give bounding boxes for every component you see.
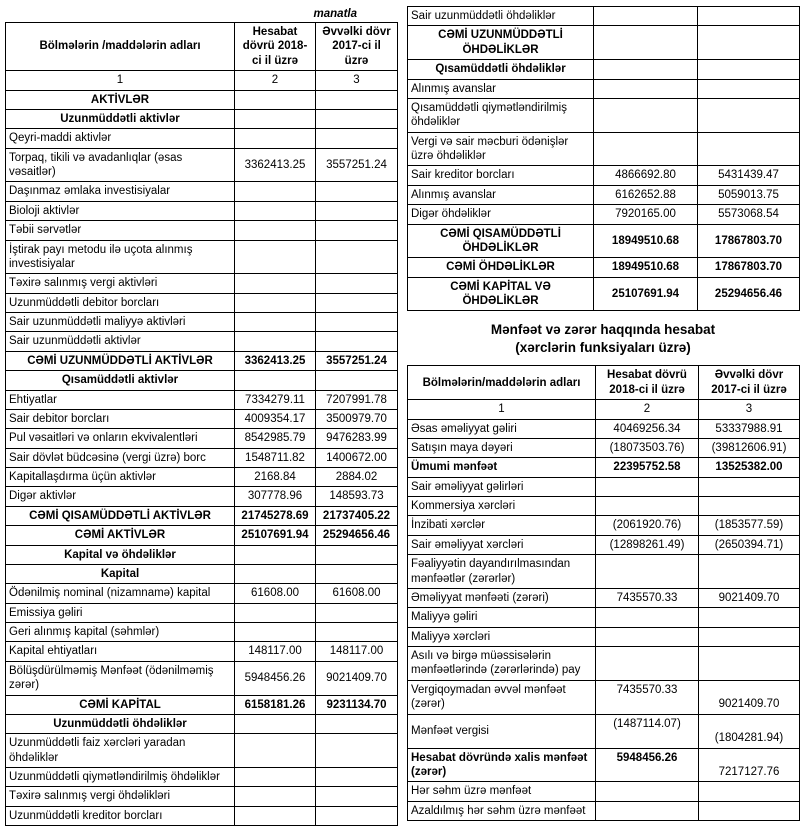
table-row bbox=[6, 768, 398, 787]
row-label: Əməliyyat mənfəəti (zərəri) bbox=[408, 588, 596, 607]
row-label: Uzunmüddətli kreditor borcları bbox=[6, 806, 235, 825]
value-2018 bbox=[594, 98, 698, 132]
table-row bbox=[408, 60, 800, 79]
row-label: CƏMİ ÖHDƏLİKLƏR bbox=[408, 258, 594, 277]
row-label: Təxirə salınmış vergi aktivləri bbox=[6, 274, 235, 293]
row-label: Ehtiyatlar bbox=[6, 390, 235, 409]
row-label: Uzunmüddətli aktivlər bbox=[6, 109, 235, 128]
value-2018 bbox=[596, 477, 699, 496]
value-2018: (1487114.07) bbox=[596, 714, 699, 748]
value-2018: 8542985.79 bbox=[235, 429, 316, 448]
table-row bbox=[408, 205, 800, 224]
column-number-2: 2 bbox=[235, 71, 316, 90]
row-label: AKTİVLƏR bbox=[6, 90, 235, 109]
row-label: CƏMİ QISAMÜDDƏTLİ ÖHDƏLİKLƏR bbox=[408, 224, 594, 258]
income-statement-title bbox=[407, 321, 799, 356]
value-2017 bbox=[698, 98, 800, 132]
column-number-row bbox=[6, 71, 398, 90]
value-2017: 25294656.46 bbox=[698, 277, 800, 311]
value-2018: 4009354.17 bbox=[235, 409, 316, 428]
value-2017 bbox=[698, 79, 800, 98]
balance-header-row bbox=[6, 23, 398, 71]
value-2017: 1400672.00 bbox=[316, 448, 398, 467]
value-2017: (1804281.94) bbox=[699, 714, 800, 748]
value-2017 bbox=[316, 603, 398, 622]
balance-sheet-left-column bbox=[5, 6, 397, 826]
value-2017: 5431439.47 bbox=[698, 166, 800, 185]
value-2018: 22395752.58 bbox=[596, 458, 699, 477]
table-row bbox=[6, 506, 398, 525]
table-row bbox=[408, 26, 800, 60]
row-label: İştirak payı metodu ilə uçota alınmış investisiyalar bbox=[6, 240, 235, 274]
row-label: Sair dövlət büdcəsinə (vergi üzrə) borc bbox=[6, 448, 235, 467]
value-2017 bbox=[699, 647, 800, 681]
value-2018: 5948456.26 bbox=[596, 748, 699, 782]
table-row bbox=[408, 588, 800, 607]
value-2017 bbox=[316, 129, 398, 148]
row-label: CƏMİ KAPİTAL VƏ ÖHDƏLİKLƏR bbox=[408, 277, 594, 311]
table-row bbox=[408, 277, 800, 311]
table-row bbox=[408, 608, 800, 627]
row-label: CƏMİ AKTİVLƏR bbox=[6, 526, 235, 545]
row-label: Bioloji aktivlər bbox=[6, 201, 235, 220]
value-2017: (2650394.71) bbox=[699, 535, 800, 554]
value-2017 bbox=[316, 221, 398, 240]
value-2018 bbox=[235, 182, 316, 201]
table-row bbox=[408, 714, 800, 748]
table-row bbox=[408, 132, 800, 166]
currency-note: manatla bbox=[313, 8, 357, 20]
row-label: Vergi və sair məcburi ödənişlər üzrə öhdəliklər bbox=[408, 132, 594, 166]
value-2018 bbox=[594, 79, 698, 98]
value-2017 bbox=[316, 109, 398, 128]
table-row bbox=[408, 477, 800, 496]
table-row bbox=[408, 555, 800, 589]
income-statement-body bbox=[408, 419, 800, 821]
table-row bbox=[6, 603, 398, 622]
row-label: Sair uzunmüddətli maliyyə aktivləri bbox=[6, 313, 235, 332]
row-label: Sair kreditor borcları bbox=[408, 166, 594, 185]
row-label: Sair debitor borcları bbox=[6, 409, 235, 428]
row-label: Uzunmüddətli öhdəliklər bbox=[6, 714, 235, 733]
value-2017 bbox=[316, 293, 398, 312]
value-2018 bbox=[596, 555, 699, 589]
value-2017 bbox=[316, 274, 398, 293]
value-2017: 53337988.91 bbox=[699, 419, 800, 438]
table-row bbox=[6, 584, 398, 603]
value-2017: (39812606.91) bbox=[699, 438, 800, 457]
table-row bbox=[408, 801, 800, 820]
row-label: Uzunmüddətli qiymətləndirilmiş öhdəliklər bbox=[6, 768, 235, 787]
row-label: Qeyri-maddi aktivlər bbox=[6, 129, 235, 148]
value-2018 bbox=[596, 782, 699, 801]
row-label: Satışın maya dəyəri bbox=[408, 438, 596, 457]
row-label: CƏMİ QISAMÜDDƏTLİ AKTİVLƏR bbox=[6, 506, 235, 525]
row-label: Kapitallaşdırma üçün aktivlər bbox=[6, 468, 235, 487]
row-label: Kapital bbox=[6, 564, 235, 583]
row-label: Digər aktivlər bbox=[6, 487, 235, 506]
table-row bbox=[408, 535, 800, 554]
value-2017 bbox=[316, 371, 398, 390]
income-column-header-items: Bölmələrin/maddələrin adları bbox=[408, 366, 596, 400]
value-2018: (2061920.76) bbox=[596, 516, 699, 535]
row-label: Kapital ehtiyatları bbox=[6, 642, 235, 661]
row-label: CƏMİ UZUNMÜDDƏTLİ AKTİVLƏR bbox=[6, 351, 235, 370]
row-label: Hər səhm üzrə mənfəət bbox=[408, 782, 596, 801]
table-row bbox=[408, 419, 800, 438]
row-label: Geri alınmış kapital (səhmlər) bbox=[6, 623, 235, 642]
row-label: Kommersiya xərcləri bbox=[408, 497, 596, 516]
value-2018 bbox=[235, 274, 316, 293]
row-label: Vergiqoymadan əvvəl mənfəət (zərər) bbox=[408, 680, 596, 714]
value-2017 bbox=[699, 555, 800, 589]
table-row bbox=[6, 240, 398, 274]
value-2017 bbox=[316, 201, 398, 220]
value-2017 bbox=[316, 240, 398, 274]
value-2017 bbox=[316, 768, 398, 787]
row-label: CƏMİ KAPİTAL bbox=[6, 695, 235, 714]
row-label: Qısamüddətli öhdəliklər bbox=[408, 60, 594, 79]
row-label: Alınmış avanslar bbox=[408, 185, 594, 204]
value-2017: 148593.73 bbox=[316, 487, 398, 506]
value-2017 bbox=[699, 497, 800, 516]
table-row bbox=[408, 782, 800, 801]
value-2018: 21745278.69 bbox=[235, 506, 316, 525]
balance-sheet-right-body bbox=[408, 7, 800, 311]
value-2018: 7435570.33 bbox=[596, 588, 699, 607]
value-2018 bbox=[235, 714, 316, 733]
value-2017: 17867803.70 bbox=[698, 258, 800, 277]
value-2018 bbox=[235, 293, 316, 312]
row-label: Ümumi mənfəət bbox=[408, 458, 596, 477]
value-2018: 18949510.68 bbox=[594, 224, 698, 258]
value-2017: 9021409.70 bbox=[316, 661, 398, 695]
value-2018 bbox=[235, 332, 316, 351]
column-number-3: 3 bbox=[316, 71, 398, 90]
table-row bbox=[6, 487, 398, 506]
value-2018 bbox=[596, 801, 699, 820]
value-2017 bbox=[698, 7, 800, 26]
column-number-1: 1 bbox=[6, 71, 235, 90]
table-row bbox=[6, 182, 398, 201]
value-2017 bbox=[316, 313, 398, 332]
table-row bbox=[6, 201, 398, 220]
value-2018 bbox=[235, 545, 316, 564]
value-2018 bbox=[235, 564, 316, 583]
value-2018 bbox=[235, 221, 316, 240]
table-row bbox=[408, 185, 800, 204]
value-2018 bbox=[235, 371, 316, 390]
row-label: Sair uzunmüddətli öhdəliklər bbox=[408, 7, 594, 26]
value-2018 bbox=[594, 7, 698, 26]
row-label: Maliyyə gəliri bbox=[408, 608, 596, 627]
value-2018: 6162652.88 bbox=[594, 185, 698, 204]
table-row bbox=[408, 748, 800, 782]
row-label: Uzunmüddətli debitor borcları bbox=[6, 293, 235, 312]
value-2017: (1853577.59) bbox=[699, 516, 800, 535]
value-2017 bbox=[316, 90, 398, 109]
value-2018 bbox=[235, 623, 316, 642]
row-label: Emissiya gəliri bbox=[6, 603, 235, 622]
value-2018: 25107691.94 bbox=[594, 277, 698, 311]
value-2017 bbox=[698, 132, 800, 166]
value-2018: 40469256.34 bbox=[596, 419, 699, 438]
table-row bbox=[6, 545, 398, 564]
value-2017: 61608.00 bbox=[316, 584, 398, 603]
table-row bbox=[408, 7, 800, 26]
value-2017: 3557251.24 bbox=[316, 148, 398, 182]
value-2017: 2884.02 bbox=[316, 468, 398, 487]
table-row bbox=[408, 680, 800, 714]
value-2018: 1548711.82 bbox=[235, 448, 316, 467]
value-2018 bbox=[596, 497, 699, 516]
row-label: Torpaq, tikili və avadanlıqlar (əsas vəsaitlər) bbox=[6, 148, 235, 182]
table-row bbox=[6, 409, 398, 428]
table-row bbox=[6, 787, 398, 806]
value-2017: 9021409.70 bbox=[699, 588, 800, 607]
value-2018 bbox=[596, 608, 699, 627]
row-label: Qısamüddətli aktivlər bbox=[6, 371, 235, 390]
balance-sheet-table-left bbox=[5, 22, 398, 826]
income-column-number-3: 3 bbox=[699, 400, 800, 419]
table-row bbox=[6, 695, 398, 714]
table-row bbox=[408, 79, 800, 98]
table-row bbox=[6, 274, 398, 293]
value-2017: 9231134.70 bbox=[316, 695, 398, 714]
value-2018: 7920165.00 bbox=[594, 205, 698, 224]
value-2018 bbox=[235, 768, 316, 787]
row-label: Alınmış avanslar bbox=[408, 79, 594, 98]
table-row bbox=[408, 647, 800, 681]
value-2018: 2168.84 bbox=[235, 468, 316, 487]
table-row bbox=[408, 627, 800, 646]
income-statement-table bbox=[407, 365, 800, 821]
table-row bbox=[6, 351, 398, 370]
income-column-header-previous-period: Əvvəlki dövr 2017-ci il üzrə bbox=[699, 366, 800, 400]
income-statement-title-line2: (xərclərin funksiyaları üzrə) bbox=[515, 339, 691, 355]
row-label: Qısamüddətli qiymətləndirilmiş öhdəliklər bbox=[408, 98, 594, 132]
row-label: Kapital və öhdəliklər bbox=[6, 545, 235, 564]
table-row bbox=[408, 98, 800, 132]
row-label: Maliyyə xərcləri bbox=[408, 627, 596, 646]
income-statement-title-line1: Mənfəət və zərər haqqında hesabat bbox=[490, 322, 716, 338]
row-label: Təxirə salınmış vergi öhdəlikləri bbox=[6, 787, 235, 806]
row-label: İnzibati xərclər bbox=[408, 516, 596, 535]
row-label: Hesabat dövründə xalis mənfəət (zərər) bbox=[408, 748, 596, 782]
table-row bbox=[6, 390, 398, 409]
table-row bbox=[408, 458, 800, 477]
value-2017: 17867803.70 bbox=[698, 224, 800, 258]
income-column-number-1: 1 bbox=[408, 400, 596, 419]
column-header-items: Bölmələrin /maddələrin adları bbox=[6, 23, 235, 71]
row-label: Sair əməliyyat gəlirləri bbox=[408, 477, 596, 496]
value-2018: 6158181.26 bbox=[235, 695, 316, 714]
value-2018 bbox=[235, 90, 316, 109]
value-2017: 3500979.70 bbox=[316, 409, 398, 428]
row-label: Mənfəət vergisi bbox=[408, 714, 596, 748]
value-2017 bbox=[699, 477, 800, 496]
income-column-number-row bbox=[408, 400, 800, 419]
row-label: Digər öhdəliklər bbox=[408, 205, 594, 224]
value-2017 bbox=[699, 627, 800, 646]
table-row bbox=[6, 332, 398, 351]
table-row bbox=[6, 109, 398, 128]
value-2017 bbox=[699, 801, 800, 820]
value-2018 bbox=[594, 132, 698, 166]
table-row bbox=[6, 429, 398, 448]
income-header-row bbox=[408, 366, 800, 400]
value-2017: 3557251.24 bbox=[316, 351, 398, 370]
value-2018: 5948456.26 bbox=[235, 661, 316, 695]
value-2017: 9021409.70 bbox=[699, 680, 800, 714]
value-2017: 7217127.76 bbox=[699, 748, 800, 782]
table-row bbox=[408, 166, 800, 185]
value-2018: (18073503.76) bbox=[596, 438, 699, 457]
value-2017 bbox=[316, 714, 398, 733]
row-label: Fəaliyyətin dayandırılmasından mənfəətlər (zərərlər) bbox=[408, 555, 596, 589]
value-2017 bbox=[699, 782, 800, 801]
value-2017: 21737405.22 bbox=[316, 506, 398, 525]
value-2018 bbox=[235, 734, 316, 768]
value-2017: 9476283.99 bbox=[316, 429, 398, 448]
row-label: Daşınmaz əmlaka investisiyalar bbox=[6, 182, 235, 201]
row-label: Bölüşdürülməmiş Mənfəət (ödənilməmiş zərər) bbox=[6, 661, 235, 695]
value-2018 bbox=[235, 109, 316, 128]
value-2017: 5573068.54 bbox=[698, 205, 800, 224]
value-2017 bbox=[316, 787, 398, 806]
value-2018 bbox=[235, 313, 316, 332]
row-label: Azaldılmış hər səhm üzrə mənfəət bbox=[408, 801, 596, 820]
balance-sheet-left-body bbox=[6, 90, 398, 826]
row-label: Təbii sərvətlər bbox=[6, 221, 235, 240]
table-row bbox=[408, 438, 800, 457]
row-label: CƏMİ UZUNMÜDDƏTLİ ÖHDƏLİKLƏR bbox=[408, 26, 594, 60]
value-2017: 148117.00 bbox=[316, 642, 398, 661]
right-column bbox=[407, 6, 799, 826]
table-row bbox=[6, 661, 398, 695]
column-header-previous-period: Əvvəlki dövr 2017-ci il üzrə bbox=[316, 23, 398, 71]
value-2017 bbox=[698, 60, 800, 79]
value-2018: 18949510.68 bbox=[594, 258, 698, 277]
table-row bbox=[408, 516, 800, 535]
table-row bbox=[6, 293, 398, 312]
value-2018: 3362413.25 bbox=[235, 148, 316, 182]
table-row bbox=[6, 734, 398, 768]
value-2018: 3362413.25 bbox=[235, 351, 316, 370]
row-label: Pul vəsaitləri və onların ekvivalentləri bbox=[6, 429, 235, 448]
value-2017 bbox=[316, 332, 398, 351]
row-label: Sair uzunmüddətli aktivlər bbox=[6, 332, 235, 351]
value-2018 bbox=[235, 603, 316, 622]
value-2018: 307778.96 bbox=[235, 487, 316, 506]
value-2018 bbox=[596, 647, 699, 681]
value-2018: 25107691.94 bbox=[235, 526, 316, 545]
value-2018 bbox=[596, 627, 699, 646]
income-column-header-current-period: Hesabat dövrü 2018-ci il üzrə bbox=[596, 366, 699, 400]
value-2018: 61608.00 bbox=[235, 584, 316, 603]
value-2017 bbox=[699, 608, 800, 627]
table-row bbox=[6, 564, 398, 583]
value-2018: 7435570.33 bbox=[596, 680, 699, 714]
table-row bbox=[6, 371, 398, 390]
table-row bbox=[6, 714, 398, 733]
row-label: Əsas əməliyyat gəliri bbox=[408, 419, 596, 438]
value-2018 bbox=[235, 787, 316, 806]
value-2018: 7334279.11 bbox=[235, 390, 316, 409]
value-2017 bbox=[316, 734, 398, 768]
value-2018 bbox=[235, 129, 316, 148]
table-row bbox=[408, 224, 800, 258]
row-label: Ödənilmiş nominal (nizamnamə) kapital bbox=[6, 584, 235, 603]
row-label: Uzunmüddətli faiz xərcləri yaradan öhdəliklər bbox=[6, 734, 235, 768]
table-row bbox=[6, 526, 398, 545]
table-row bbox=[6, 129, 398, 148]
table-row bbox=[6, 90, 398, 109]
table-row bbox=[6, 448, 398, 467]
row-label: Sair əməliyyat xərcləri bbox=[408, 535, 596, 554]
table-row bbox=[408, 497, 800, 516]
value-2018 bbox=[235, 201, 316, 220]
table-row bbox=[6, 468, 398, 487]
value-2017 bbox=[316, 564, 398, 583]
value-2018: 4866692.80 bbox=[594, 166, 698, 185]
value-2018 bbox=[594, 26, 698, 60]
value-2017: 5059013.75 bbox=[698, 185, 800, 204]
table-row bbox=[6, 221, 398, 240]
value-2017: 25294656.46 bbox=[316, 526, 398, 545]
table-row bbox=[6, 313, 398, 332]
row-label: Asılı və birgə müəssisələrin mənfəətlərində (zərərlərində) pay bbox=[408, 647, 596, 681]
value-2017 bbox=[316, 545, 398, 564]
table-row bbox=[6, 148, 398, 182]
value-2018 bbox=[235, 240, 316, 274]
value-2017 bbox=[698, 26, 800, 60]
value-2018: (12898261.49) bbox=[596, 535, 699, 554]
income-column-number-2: 2 bbox=[596, 400, 699, 419]
value-2017: 13525382.00 bbox=[699, 458, 800, 477]
balance-sheet-table-right bbox=[407, 6, 800, 311]
table-row bbox=[6, 623, 398, 642]
column-header-current-period: Hesabat dövrü 2018-ci il üzrə bbox=[235, 23, 316, 71]
value-2017 bbox=[316, 623, 398, 642]
value-2017: 7207991.78 bbox=[316, 390, 398, 409]
value-2017 bbox=[316, 182, 398, 201]
table-row bbox=[6, 642, 398, 661]
value-2018 bbox=[594, 60, 698, 79]
table-row bbox=[408, 258, 800, 277]
value-2018: 148117.00 bbox=[235, 642, 316, 661]
